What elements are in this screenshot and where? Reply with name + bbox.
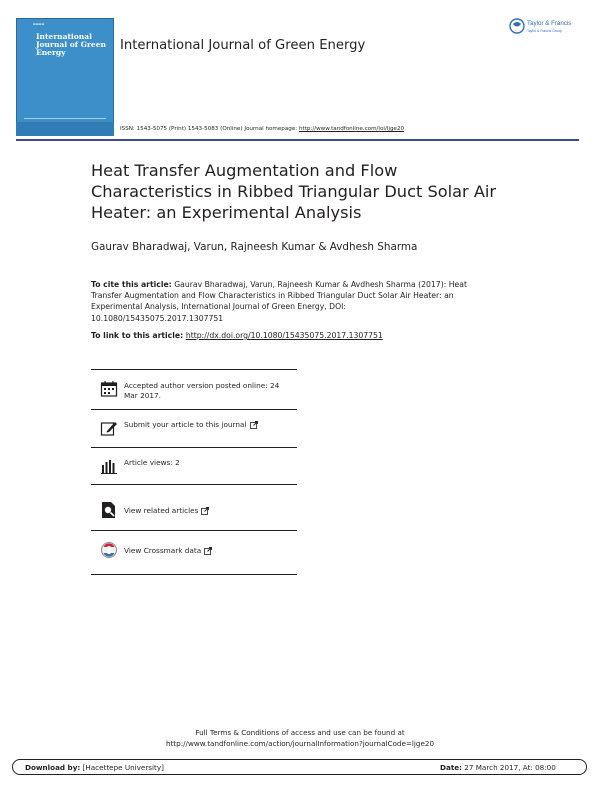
cite-label: To cite this article: (91, 280, 172, 289)
crossmark-icon (100, 541, 118, 559)
publisher-name: Taylor & Francis (527, 20, 572, 27)
article-link-row (91, 331, 383, 340)
divider (91, 409, 297, 410)
accepted-version-text: Accepted author version posted online: 24 Mar 2017. (124, 381, 280, 400)
divider (91, 484, 297, 485)
submit-pencil-icon (100, 419, 118, 437)
external-link-icon (250, 421, 258, 429)
cite-text: Gaurav Bharadwaj, Varun, Rajneesh Kumar & Avdhesh Sharma (2017): Heat Transfer Augmentation and Flow Characteristics in Ribbed Triangular Duct Solar Air Heater: an Experimental Analysis, International Journal of Green Energy, DOI: (91, 280, 467, 312)
article-title: Heat Transfer Augmentation and Flow Characteristics in Ribbed Triangular Duct Solar Air Heater: an Experimental Analysis (91, 161, 497, 222)
cover-title: International Journal of Green Energy (36, 32, 106, 57)
related-articles-link[interactable]: View related articles (124, 506, 294, 516)
cover-rule (24, 118, 106, 119)
terms-footer (0, 727, 600, 749)
download-bar (12, 759, 587, 775)
calendar-icon (100, 380, 118, 398)
external-link-icon (204, 547, 212, 555)
journal-cover (16, 18, 114, 136)
taylor-francis-logo-icon[interactable] (509, 16, 589, 36)
bar-chart-icon (100, 457, 118, 475)
divider (91, 447, 297, 448)
link-label: To link to this article: (91, 331, 186, 340)
divider (91, 530, 297, 531)
article-doi-url[interactable]: http://dx.doi.org/10.1080/15435075.2017.1307751 (185, 331, 383, 340)
submit-article-link[interactable]: Submit your article to this journal (124, 420, 294, 430)
download-date: Date: 27 March 2017, At: 08:00 (440, 763, 556, 772)
terms-text: Full Terms & Conditions of access and use can be found at (195, 728, 405, 737)
article-views-text: Article views: 2 (124, 458, 180, 467)
crossmark-link[interactable]: View Crossmark data (124, 546, 294, 556)
header-rule (16, 139, 579, 141)
divider (91, 574, 297, 575)
divider (91, 369, 297, 370)
journal-name: International Journal of Green Energy (120, 38, 366, 53)
terms-url[interactable]: http://www.tandfonline.com/action/journalInformation?journalCode=ljge20 (165, 739, 435, 748)
download-by: Download by: [Hacettepe University] (25, 763, 164, 772)
related-articles-icon (100, 501, 118, 519)
cover-masthead: ▬▬▬▬ (33, 22, 45, 26)
issn-text: ISSN: 1543-5075 (Print) 1543-5083 (Online) Journal homepage: (120, 126, 299, 132)
article-authors: Gaurav Bharadwaj, Varun, Rajneesh Kumar & Avdhesh Sharma (91, 241, 418, 253)
journal-homepage-link[interactable]: http://www.tandfonline.com/loi/ljge20 (298, 126, 405, 132)
cover-footer-band (16, 122, 114, 136)
publisher-group: Taylor & Francis Group (527, 29, 562, 33)
citation (91, 279, 473, 324)
external-link-icon (201, 507, 209, 515)
doi-link[interactable]: 10.1080/15435075.2017.1307751 (91, 313, 224, 323)
issn-line (120, 126, 404, 132)
